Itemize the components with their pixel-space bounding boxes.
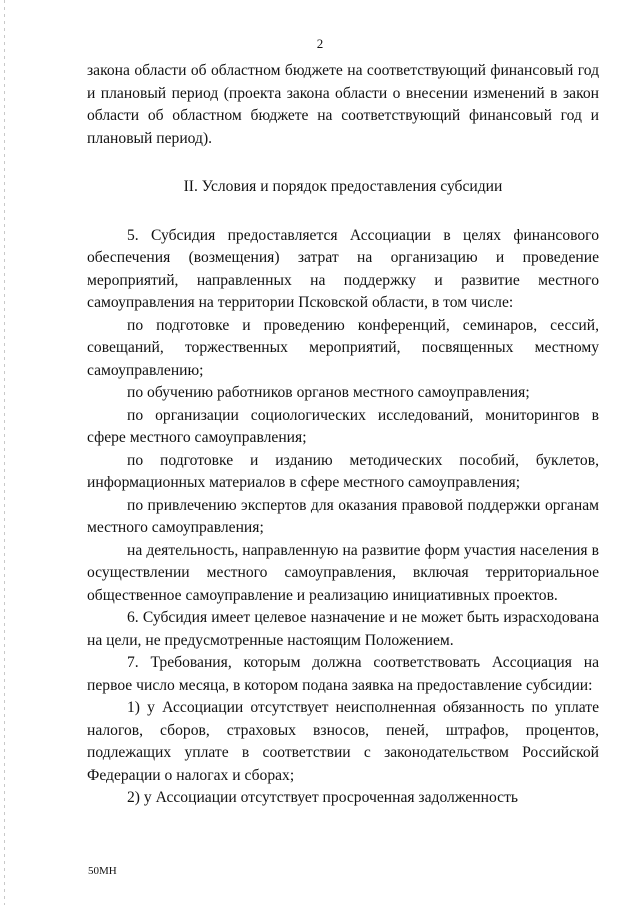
page-edge-scan-mark	[4, 0, 5, 905]
page-number: 2	[316, 36, 324, 51]
paragraph-item-6: 6. Субсидия имеет целевое назначение и не может быть израсходована на цели, не предусмотренные настоящим Положением.	[87, 609, 599, 649]
list-item-research: по организации социологических исследований, мониторингов в сфере местного самоуправления;	[87, 406, 599, 446]
section-heading: II. Условия и порядок предоставления субсидии	[183, 178, 503, 195]
list-item-publications: по подготовке и изданию методических пособий, буклетов, информационных материалов в сфере местного самоуправления;	[87, 451, 599, 491]
paragraph-item-5: 5. Субсидия предоставляется Ассоциации в целях финансового обеспечения (возмещения) затрат на организацию и проведение мероприятий, направленных на поддержку и развитие местного самоуправления на территории Псковской области, в том числе:	[87, 226, 599, 311]
paragraph-continuation: закона области об областном бюджете на соответствующий финансовый год и плановый период (проекта закона области о внесении изменений в закон области об областном бюджете на соответствующий финансовый год и плановый период).	[87, 62, 599, 147]
subitem-1: 1) у Ассоциации отсутствует неисполненная обязанность по уплате налогов, сборов, страховых взносов, пеней, штрафов, процентов, подлежащих уплате в соответствии с законодательством Российской Федерации о налогах и сборах;	[87, 699, 599, 784]
list-item-training: по обучению работников органов местного самоуправления;	[127, 384, 530, 401]
document-body	[87, 60, 599, 810]
list-item-participation: на деятельность, направленную на развитие форм участия населения в осуществлении местного самоуправления, включая территориальное общественное самоуправление и реализацию инициативных проектов.	[87, 541, 599, 604]
footer-document-code: 50МН	[88, 865, 117, 877]
subitem-2: 2) у Ассоциации отсутствует просроченная задолженность	[127, 789, 519, 806]
paragraph-item-7: 7. Требования, которым должна соответствовать Ассоциация на первое число месяца, в котором подана заявка на предоставление субсидии:	[87, 654, 599, 694]
list-item-conferences: по подготовке и проведению конференций, семинаров, сессий, совещаний, торжественных мероприятий, посвященных местному самоуправлению;	[87, 316, 599, 379]
list-item-experts: по привлечению экспертов для оказания правовой поддержки органам местного самоуправления;	[87, 496, 599, 536]
